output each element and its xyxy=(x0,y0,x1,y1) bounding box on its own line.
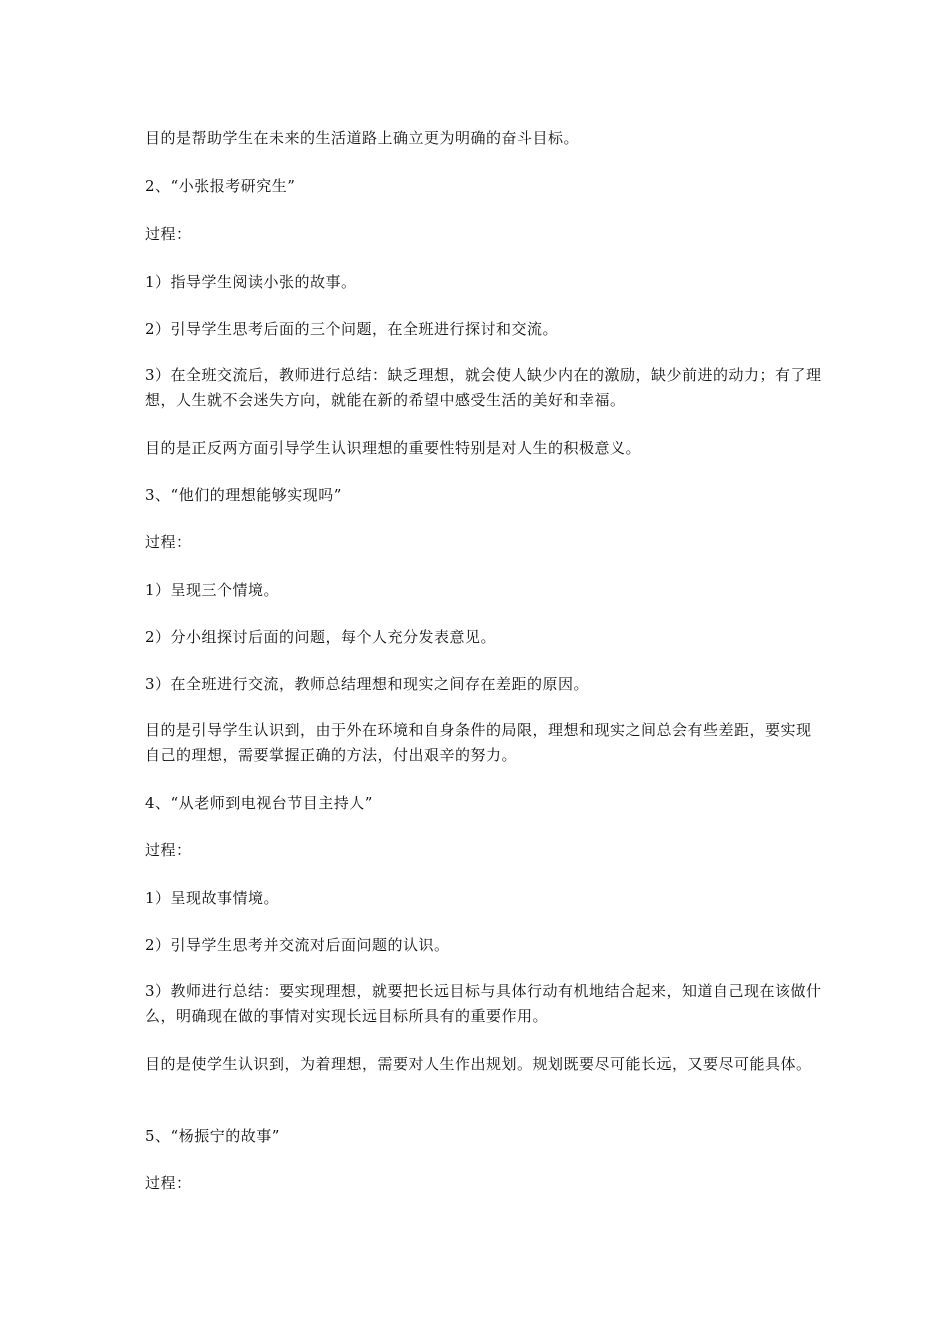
paragraph: 1）呈现三个情境。 xyxy=(145,581,280,599)
section-heading: 2、“小张报考研究生” xyxy=(145,177,296,195)
paragraph: 2）引导学生思考并交流对后面问题的认识。 xyxy=(145,936,450,954)
paragraph: 1）呈现故事情境。 xyxy=(145,889,280,907)
paragraph: 目的是引导学生认识到，由于外在环境和自身条件的局限，理想和现实之间总会有些差距，要实现自己的理想，需要掌握正确的方法，付出艰辛的努力。 xyxy=(145,721,812,764)
paragraph: 过程： xyxy=(145,841,192,859)
paragraph: 目的是帮助学生在未来的生活道路上确立更为明确的奋斗目标。 xyxy=(145,129,580,147)
paragraph: 3）在全班进行交流，教师总结理想和现实之间存在差距的原因。 xyxy=(145,675,590,693)
paragraph: 1）指导学生阅读小张的故事。 xyxy=(145,273,357,291)
paragraph: 过程： xyxy=(145,533,192,551)
paragraph: 3）在全班交流后，教师进行总结：缺乏理想，就会使人缺少内在的激励，缺少前进的动力；有了理想，人生就不会迷失方向，就能在新的希望中感受生活的美好和幸福。 xyxy=(145,366,822,409)
paragraph: 过程： xyxy=(145,1174,192,1192)
section-heading: 4、“从老师到电视台节目主持人” xyxy=(145,794,373,812)
section-heading: 5、“杨振宁的故事” xyxy=(145,1127,280,1145)
paragraph: 目的是使学生认识到，为着理想，需要对人生作出规划。规划既要尽可能长远，又要尽可能具体。 xyxy=(145,1055,812,1073)
paragraph: 2）分小组探讨后面的问题，每个人充分发表意见。 xyxy=(145,628,497,646)
paragraph: 过程： xyxy=(145,225,192,243)
paragraph: 3）教师进行总结：要实现理想，就要把长远目标与具体行动有机地结合起来，知道自己现在该做什么，明确现在做的事情对实现长远目标所具有的重要作用。 xyxy=(145,982,822,1025)
paragraph: 目的是正反两方面引导学生认识理想的重要性特别是对人生的积极意义。 xyxy=(145,439,642,457)
paragraph: 2）引导学生思考后面的三个问题，在全班进行探讨和交流。 xyxy=(145,320,559,338)
section-heading: 3、“他们的理想能够实现吗” xyxy=(145,486,342,504)
